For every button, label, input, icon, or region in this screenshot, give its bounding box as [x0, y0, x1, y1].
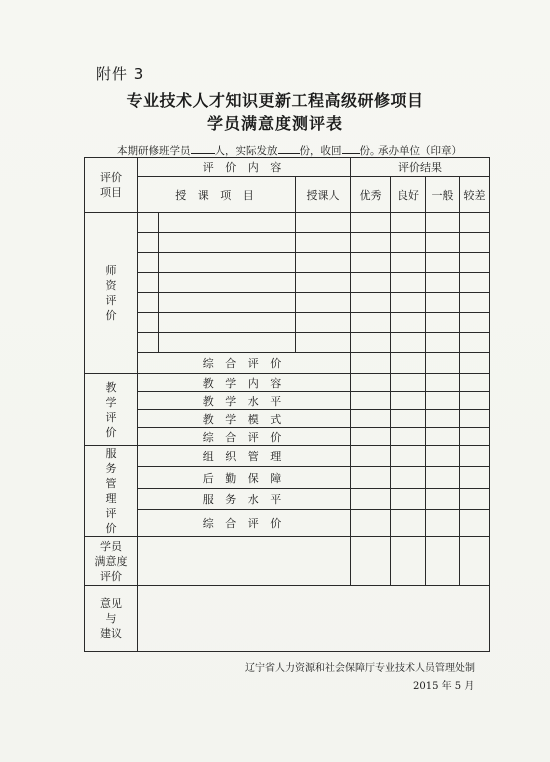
satisfaction-content-cell[interactable] — [138, 537, 351, 586]
teaching-row — [85, 374, 490, 392]
service-level-label: 服 务 水 平 — [138, 488, 351, 509]
suggestion-label-line: 建议 — [100, 627, 122, 640]
participants-unit: 人，实际发放 — [214, 145, 278, 157]
grade-cell[interactable] — [426, 273, 460, 293]
service-row — [85, 446, 490, 467]
satisfaction-label-line: 评价 — [100, 569, 122, 583]
course-name-cell[interactable] — [159, 213, 296, 233]
suggestion-label — [85, 586, 138, 652]
teaching-eval-char: 学 — [105, 395, 117, 409]
grade-cell[interactable] — [426, 392, 460, 410]
grade-cell[interactable] — [460, 428, 490, 446]
copies-sent-blank[interactable] — [278, 143, 300, 154]
participants-count-blank[interactable] — [191, 143, 215, 154]
grade-cell[interactable] — [351, 233, 391, 253]
faculty-course-row — [85, 313, 490, 333]
grade-cell[interactable] — [351, 428, 391, 446]
service-eval-char: 管 — [105, 477, 117, 490]
grade-cell[interactable] — [460, 273, 490, 293]
grade-cell[interactable] — [391, 488, 426, 509]
grade-cell[interactable] — [426, 333, 460, 353]
teacher-cell[interactable] — [296, 233, 351, 253]
service-row — [85, 467, 490, 488]
service-eval-char: 价 — [105, 522, 117, 535]
teacher-cell[interactable] — [296, 293, 351, 313]
service-eval-char: 评 — [105, 507, 117, 520]
grade-cell[interactable] — [460, 410, 490, 428]
teacher-cell[interactable] — [296, 253, 351, 273]
copies-sent-unit: 份，收回 — [299, 145, 342, 157]
grade-cell[interactable] — [391, 374, 426, 392]
course-name-cell[interactable] — [159, 233, 296, 253]
teacher-cell[interactable] — [296, 333, 351, 353]
faculty-eval-char: 资 — [105, 279, 117, 292]
service-eval-char: 服 — [105, 447, 117, 460]
grade-cell[interactable] — [426, 510, 460, 537]
grade-cell[interactable] — [391, 273, 426, 293]
faculty-eval-label — [85, 213, 138, 374]
service-row — [85, 510, 490, 537]
grade-cell[interactable] — [426, 313, 460, 333]
grade-cell[interactable] — [391, 428, 426, 446]
course-name-cell[interactable] — [159, 293, 296, 313]
grade-cell[interactable] — [351, 253, 391, 273]
grade-cell[interactable] — [351, 488, 391, 509]
grade-cell[interactable] — [460, 392, 490, 410]
grade-cell[interactable] — [351, 374, 391, 392]
grade-cell[interactable] — [460, 353, 490, 374]
grade-cell[interactable] — [426, 353, 460, 374]
participant-info-line — [117, 143, 381, 158]
grade-cell[interactable] — [351, 313, 391, 333]
grade-cell[interactable] — [460, 213, 490, 233]
grade-cell[interactable] — [351, 293, 391, 313]
grade-cell[interactable] — [426, 488, 460, 509]
grade-cell[interactable] — [426, 213, 460, 233]
service-row — [85, 488, 490, 509]
grade-cell[interactable] — [351, 333, 391, 353]
logistics-label: 后 勤 保 障 — [138, 467, 351, 488]
grade-average-header: 一般 — [426, 177, 460, 213]
attachment-label: 附件 3 — [96, 65, 145, 83]
eval-content-header: 评 价 内 容 — [138, 158, 351, 177]
grade-cell[interactable] — [426, 467, 460, 488]
grade-cell[interactable] — [460, 313, 490, 333]
faculty-overall-label: 综 合 评 价 — [138, 353, 351, 374]
grade-cell[interactable] — [391, 333, 426, 353]
grade-cell[interactable] — [351, 410, 391, 428]
service-eval-char: 理 — [105, 492, 117, 505]
teaching-row — [85, 392, 490, 410]
teacher-cell[interactable] — [296, 213, 351, 233]
row-index-cell — [138, 233, 159, 253]
grade-cell[interactable] — [391, 510, 426, 537]
grade-cell[interactable] — [351, 537, 391, 586]
row-index-cell — [138, 273, 159, 293]
grade-cell[interactable] — [460, 446, 490, 467]
grade-cell[interactable] — [391, 233, 426, 253]
teacher-cell[interactable] — [296, 313, 351, 333]
suggestion-label-line: 与 — [105, 612, 117, 625]
teaching-content-label: 教 学 内 容 — [138, 374, 351, 392]
grade-excellent-header: 优秀 — [351, 177, 391, 213]
faculty-eval-char: 评 — [105, 294, 117, 307]
grade-cell[interactable] — [460, 467, 490, 488]
teaching-eval-char: 价 — [105, 425, 117, 439]
satisfaction-label-line: 学员 — [100, 539, 122, 553]
faculty-course-row — [85, 293, 490, 313]
grade-cell[interactable] — [351, 510, 391, 537]
grade-cell[interactable] — [460, 333, 490, 353]
service-eval-label — [85, 446, 138, 537]
teacher-header: 授课人 — [296, 177, 351, 213]
grade-cell[interactable] — [391, 253, 426, 273]
row-index-cell — [138, 253, 159, 273]
faculty-eval-char: 师 — [105, 264, 117, 277]
suggestion-label-line: 意见 — [100, 597, 122, 610]
grade-cell[interactable] — [426, 446, 460, 467]
grade-cell[interactable] — [391, 353, 426, 374]
faculty-course-row — [85, 333, 490, 353]
satisfaction-label-line: 满意度 — [94, 554, 128, 568]
grade-cell[interactable] — [460, 374, 490, 392]
issue-date: 2015 年 5 月 — [413, 681, 475, 692]
teaching-row — [85, 410, 490, 428]
grade-cell[interactable] — [351, 353, 391, 374]
course-name-cell[interactable] — [159, 313, 296, 333]
grade-cell[interactable] — [391, 213, 426, 233]
satisfaction-row — [85, 537, 490, 586]
faculty-course-row — [85, 213, 490, 233]
eval-item-header-line: 项目 — [100, 186, 122, 199]
grade-cell[interactable] — [460, 233, 490, 253]
grade-cell[interactable] — [460, 510, 490, 537]
grade-cell[interactable] — [391, 392, 426, 410]
teaching-eval-label — [85, 374, 138, 446]
service-overall-label: 综 合 评 价 — [138, 510, 351, 537]
document-title: 专业技术人才知识更新工程高级研修项目 — [126, 91, 424, 110]
teaching-eval-char: 教 — [105, 380, 117, 394]
course-name-cell[interactable] — [159, 333, 296, 353]
grade-cell[interactable] — [460, 488, 490, 509]
teacher-cell[interactable] — [296, 273, 351, 293]
suggestion-row — [85, 586, 490, 652]
grade-cell[interactable] — [351, 446, 391, 467]
faculty-course-row — [85, 273, 490, 293]
grade-cell[interactable] — [391, 446, 426, 467]
grade-cell[interactable] — [391, 410, 426, 428]
course-name-cell[interactable] — [159, 253, 296, 273]
teaching-eval-char: 评 — [105, 410, 117, 424]
grade-cell[interactable] — [351, 467, 391, 488]
copies-returned-blank[interactable] — [342, 143, 360, 154]
grade-cell[interactable] — [460, 253, 490, 273]
eval-item-header-cell — [85, 158, 138, 213]
grade-cell[interactable] — [351, 392, 391, 410]
teaching-row — [85, 428, 490, 446]
table-subheader-row — [85, 177, 490, 213]
grade-cell[interactable] — [391, 467, 426, 488]
grade-cell[interactable] — [426, 428, 460, 446]
grade-cell[interactable] — [426, 233, 460, 253]
copies-returned-unit: 份。 — [359, 145, 381, 157]
course-header: 授 课 项 目 — [138, 177, 296, 213]
grade-cell[interactable] — [426, 537, 460, 586]
evaluation-table — [84, 157, 490, 652]
row-index-cell — [138, 333, 159, 353]
grade-cell[interactable] — [391, 537, 426, 586]
grade-cell[interactable] — [426, 253, 460, 273]
table-header-row — [85, 158, 490, 177]
course-name-cell[interactable] — [159, 273, 296, 293]
grade-good-header: 良好 — [391, 177, 426, 213]
organization-management-label: 组 织 管 理 — [138, 446, 351, 467]
faculty-course-row — [85, 233, 490, 253]
eval-result-header: 评价结果 — [351, 158, 490, 177]
organizer-seal-label: 承办单位（印章） — [378, 145, 462, 157]
teaching-overall-label: 综 合 评 价 — [138, 428, 351, 446]
row-index-cell — [138, 313, 159, 333]
faculty-eval-char: 价 — [105, 309, 117, 322]
teaching-level-label: 教 学 水 平 — [138, 392, 351, 410]
participants-prefix: 本期研修班学员 — [117, 145, 191, 157]
faculty-overall-row — [85, 353, 490, 374]
grade-poor-header: 较差 — [460, 177, 490, 213]
grade-cell[interactable] — [351, 273, 391, 293]
grade-cell[interactable] — [426, 374, 460, 392]
teaching-mode-label: 教 学 模 式 — [138, 410, 351, 428]
row-index-cell — [138, 213, 159, 233]
grade-cell[interactable] — [391, 293, 426, 313]
issuer-label: 辽宁省人力资源和社会保障厅专业技术人员管理处制 — [245, 663, 475, 674]
grade-cell[interactable] — [391, 313, 426, 333]
document-subtitle: 学员满意度测评表 — [206, 114, 343, 133]
satisfaction-label — [85, 537, 138, 586]
grade-cell[interactable] — [426, 410, 460, 428]
row-index-cell — [138, 293, 159, 313]
service-eval-char: 务 — [105, 462, 117, 475]
suggestion-input-cell[interactable] — [138, 586, 490, 652]
grade-cell[interactable] — [426, 293, 460, 313]
grade-cell[interactable] — [460, 293, 490, 313]
grade-cell[interactable] — [460, 537, 490, 586]
grade-cell[interactable] — [351, 213, 391, 233]
faculty-course-row — [85, 253, 490, 273]
eval-item-header-line: 评价 — [100, 171, 122, 184]
